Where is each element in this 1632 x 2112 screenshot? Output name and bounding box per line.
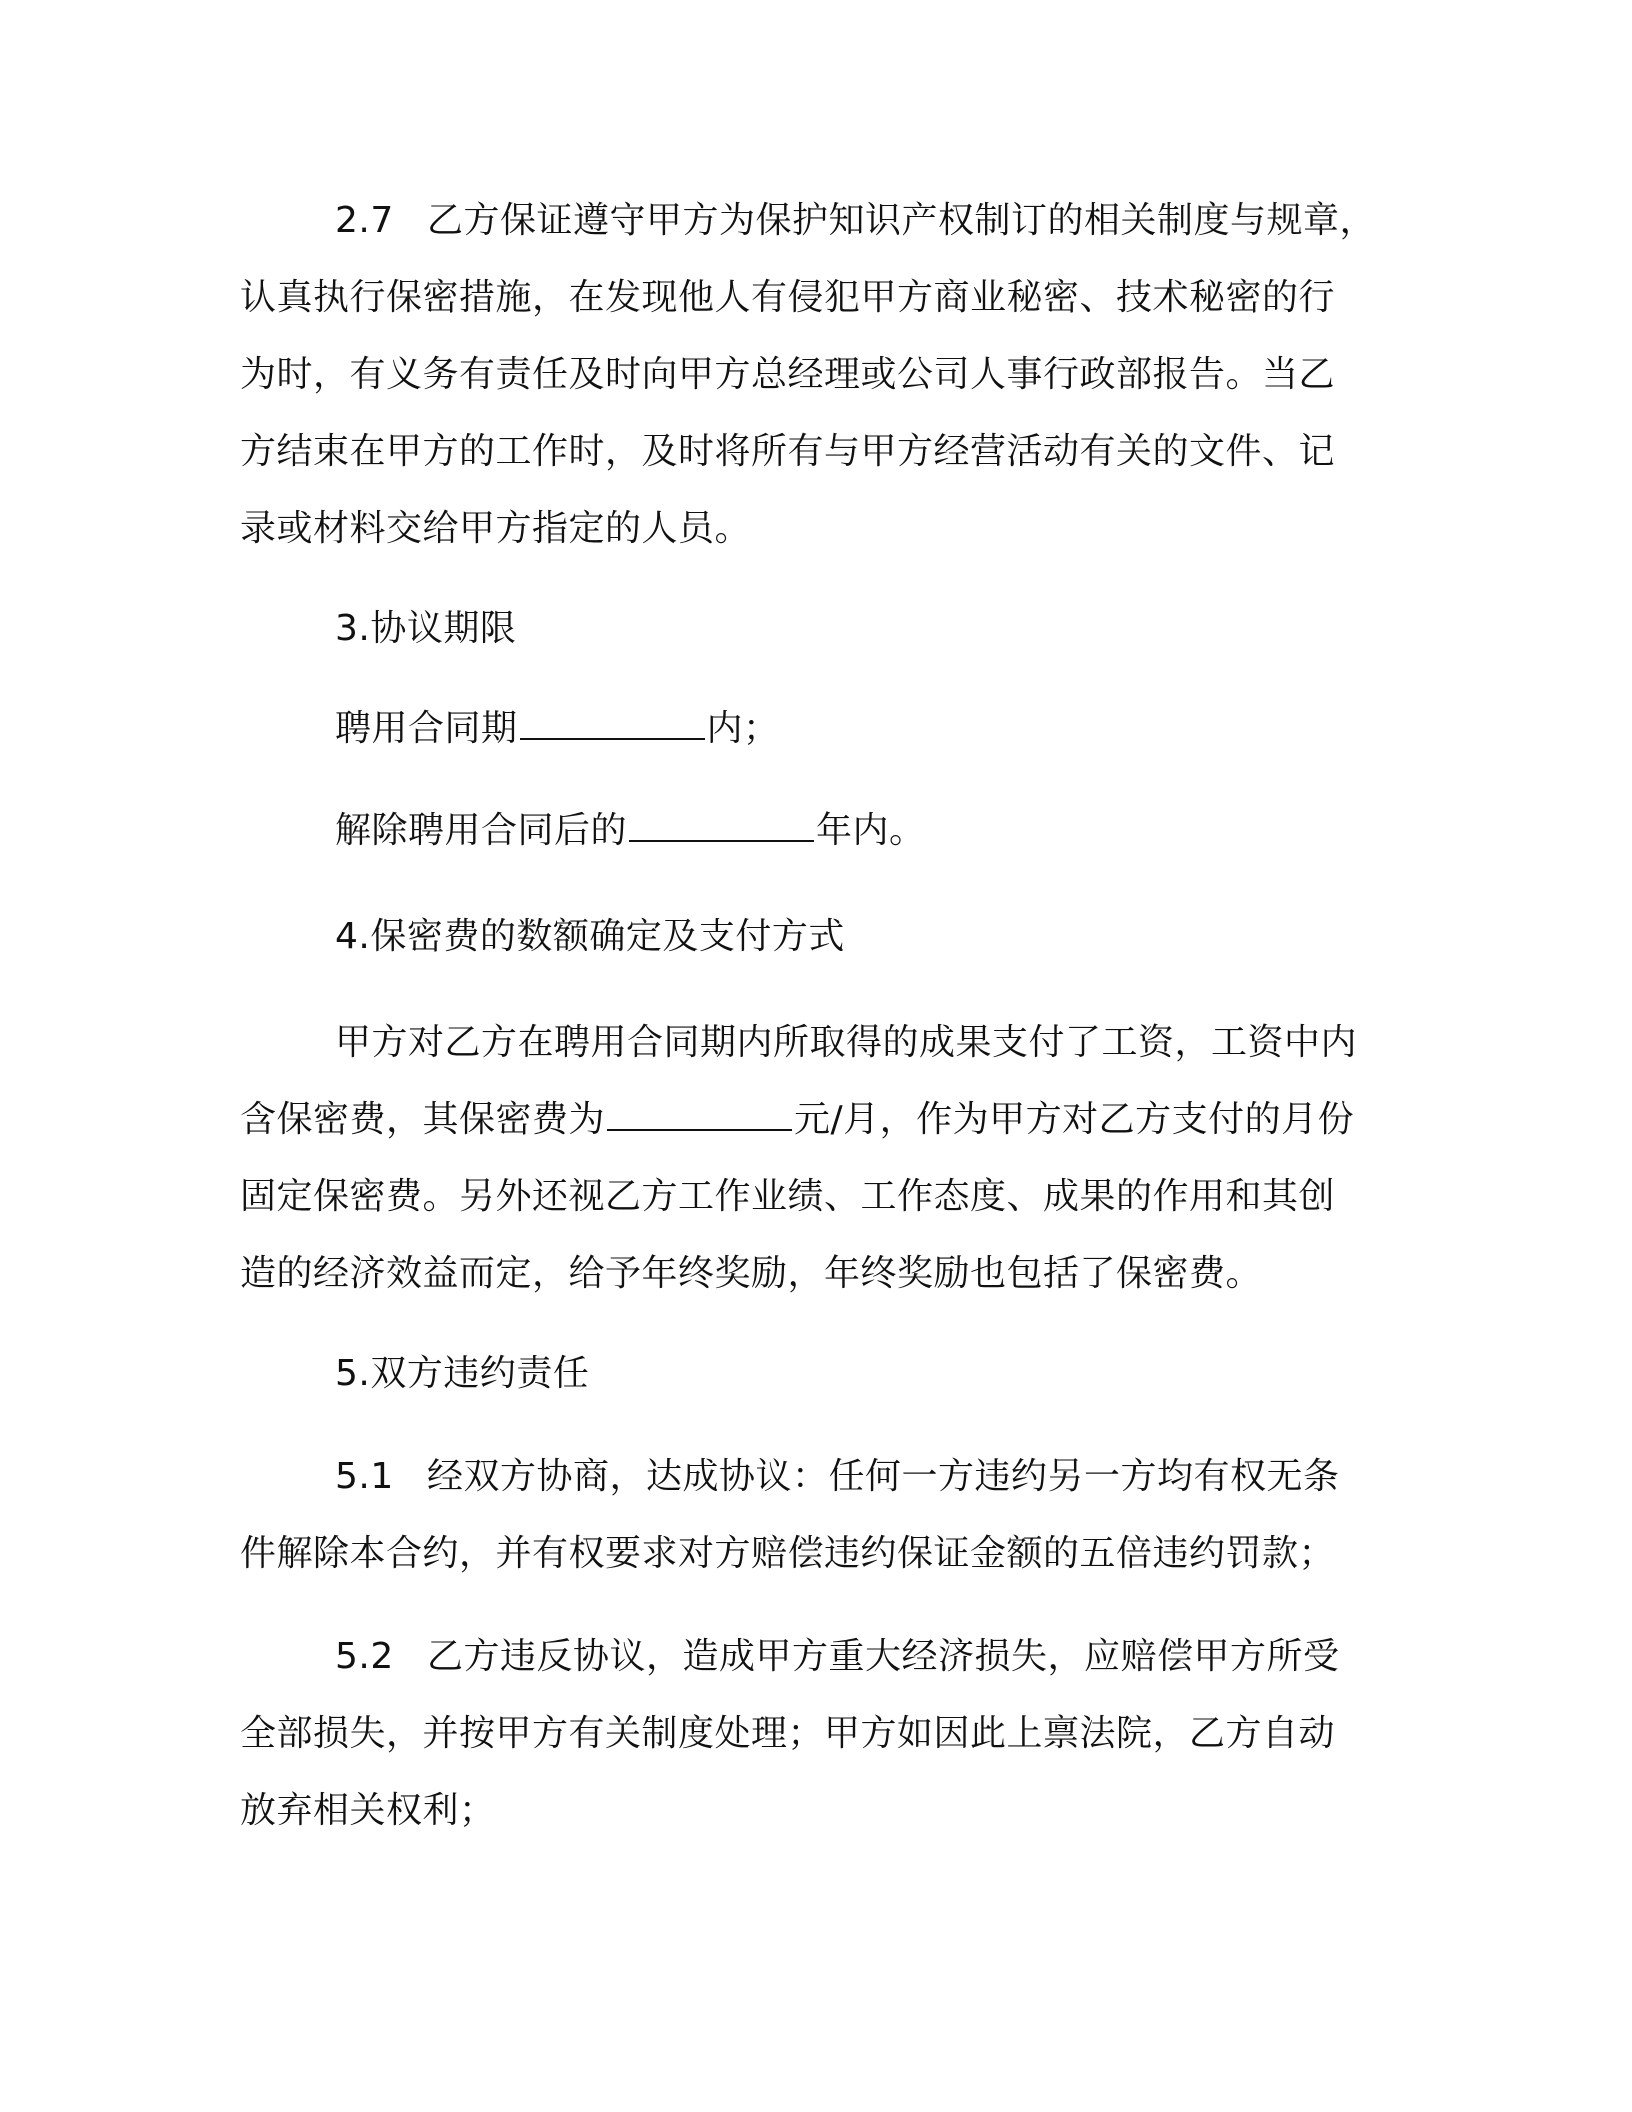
- section-4-heading: 4.保密费的数额确定及支付方式: [335, 916, 845, 957]
- section-5-1-line-1: 5.1 经双方协商，达成协议：任何一方违约另一方均有权无条: [240, 1438, 1465, 1515]
- section-2-7-line-3: 为时，有义务有责任及时向甲方总经理或公司人事行政部报告。当乙: [240, 354, 1336, 395]
- term-after-termination: 解除聘用合同后的 年内。: [335, 810, 926, 851]
- section-2-7-line-2: 认真执行保密措施，在发现他人有侵犯甲方商业秘密、技术秘密的行: [240, 277, 1336, 318]
- section-2-7-line-1: 2.7 乙方保证遵守甲方为保护知识产权制订的相关制度与规章，: [240, 182, 1465, 259]
- blank-field: [607, 1099, 792, 1131]
- section-4-line-3: 固定保密费。另外还视乙方工作业绩、工作态度、成果的作用和其创: [240, 1176, 1336, 1217]
- section-2-7-line-5: 录或材料交给甲方指定的人员。: [240, 508, 752, 549]
- blank-field: [629, 810, 814, 842]
- section-4-line-4: 造的经济效益而定，给予年终奖励，年终奖励也包括了保密费。: [240, 1253, 1263, 1294]
- section-3-heading: 3.协议期限: [335, 608, 517, 649]
- section-5-1-line-2: 件解除本合约，并有权要求对方赔偿违约保证金额的五倍违约罚款；: [240, 1533, 1336, 1574]
- section-4-line-1: 甲方对乙方在聘用合同期内所取得的成果支付了工资，工资中内: [335, 1022, 1358, 1063]
- section-number: 5.2: [335, 1636, 394, 1677]
- section-number: 5.1: [335, 1456, 394, 1497]
- section-number: 2.7: [335, 200, 394, 241]
- term-contract-period: 聘用合同期 内；: [335, 708, 780, 749]
- section-2-7-line-4: 方结束在甲方的工作时，及时将所有与甲方经营活动有关的文件、记: [240, 431, 1336, 472]
- section-5-2-line-2: 全部损失，并按甲方有关制度处理；甲方如因此上禀法院，乙方自动: [240, 1713, 1336, 1754]
- section-4-line-2: 含保密费，其保密费为 元/月，作为甲方对乙方支付的月份: [240, 1099, 1355, 1140]
- section-5-2-line-3: 放弃相关权利；: [240, 1790, 496, 1831]
- section-5-heading: 5.双方违约责任: [335, 1353, 590, 1394]
- blank-field: [520, 708, 705, 740]
- section-5-2-line-1: 5.2 乙方违反协议，造成甲方重大经济损失，应赔偿甲方所受: [240, 1618, 1465, 1695]
